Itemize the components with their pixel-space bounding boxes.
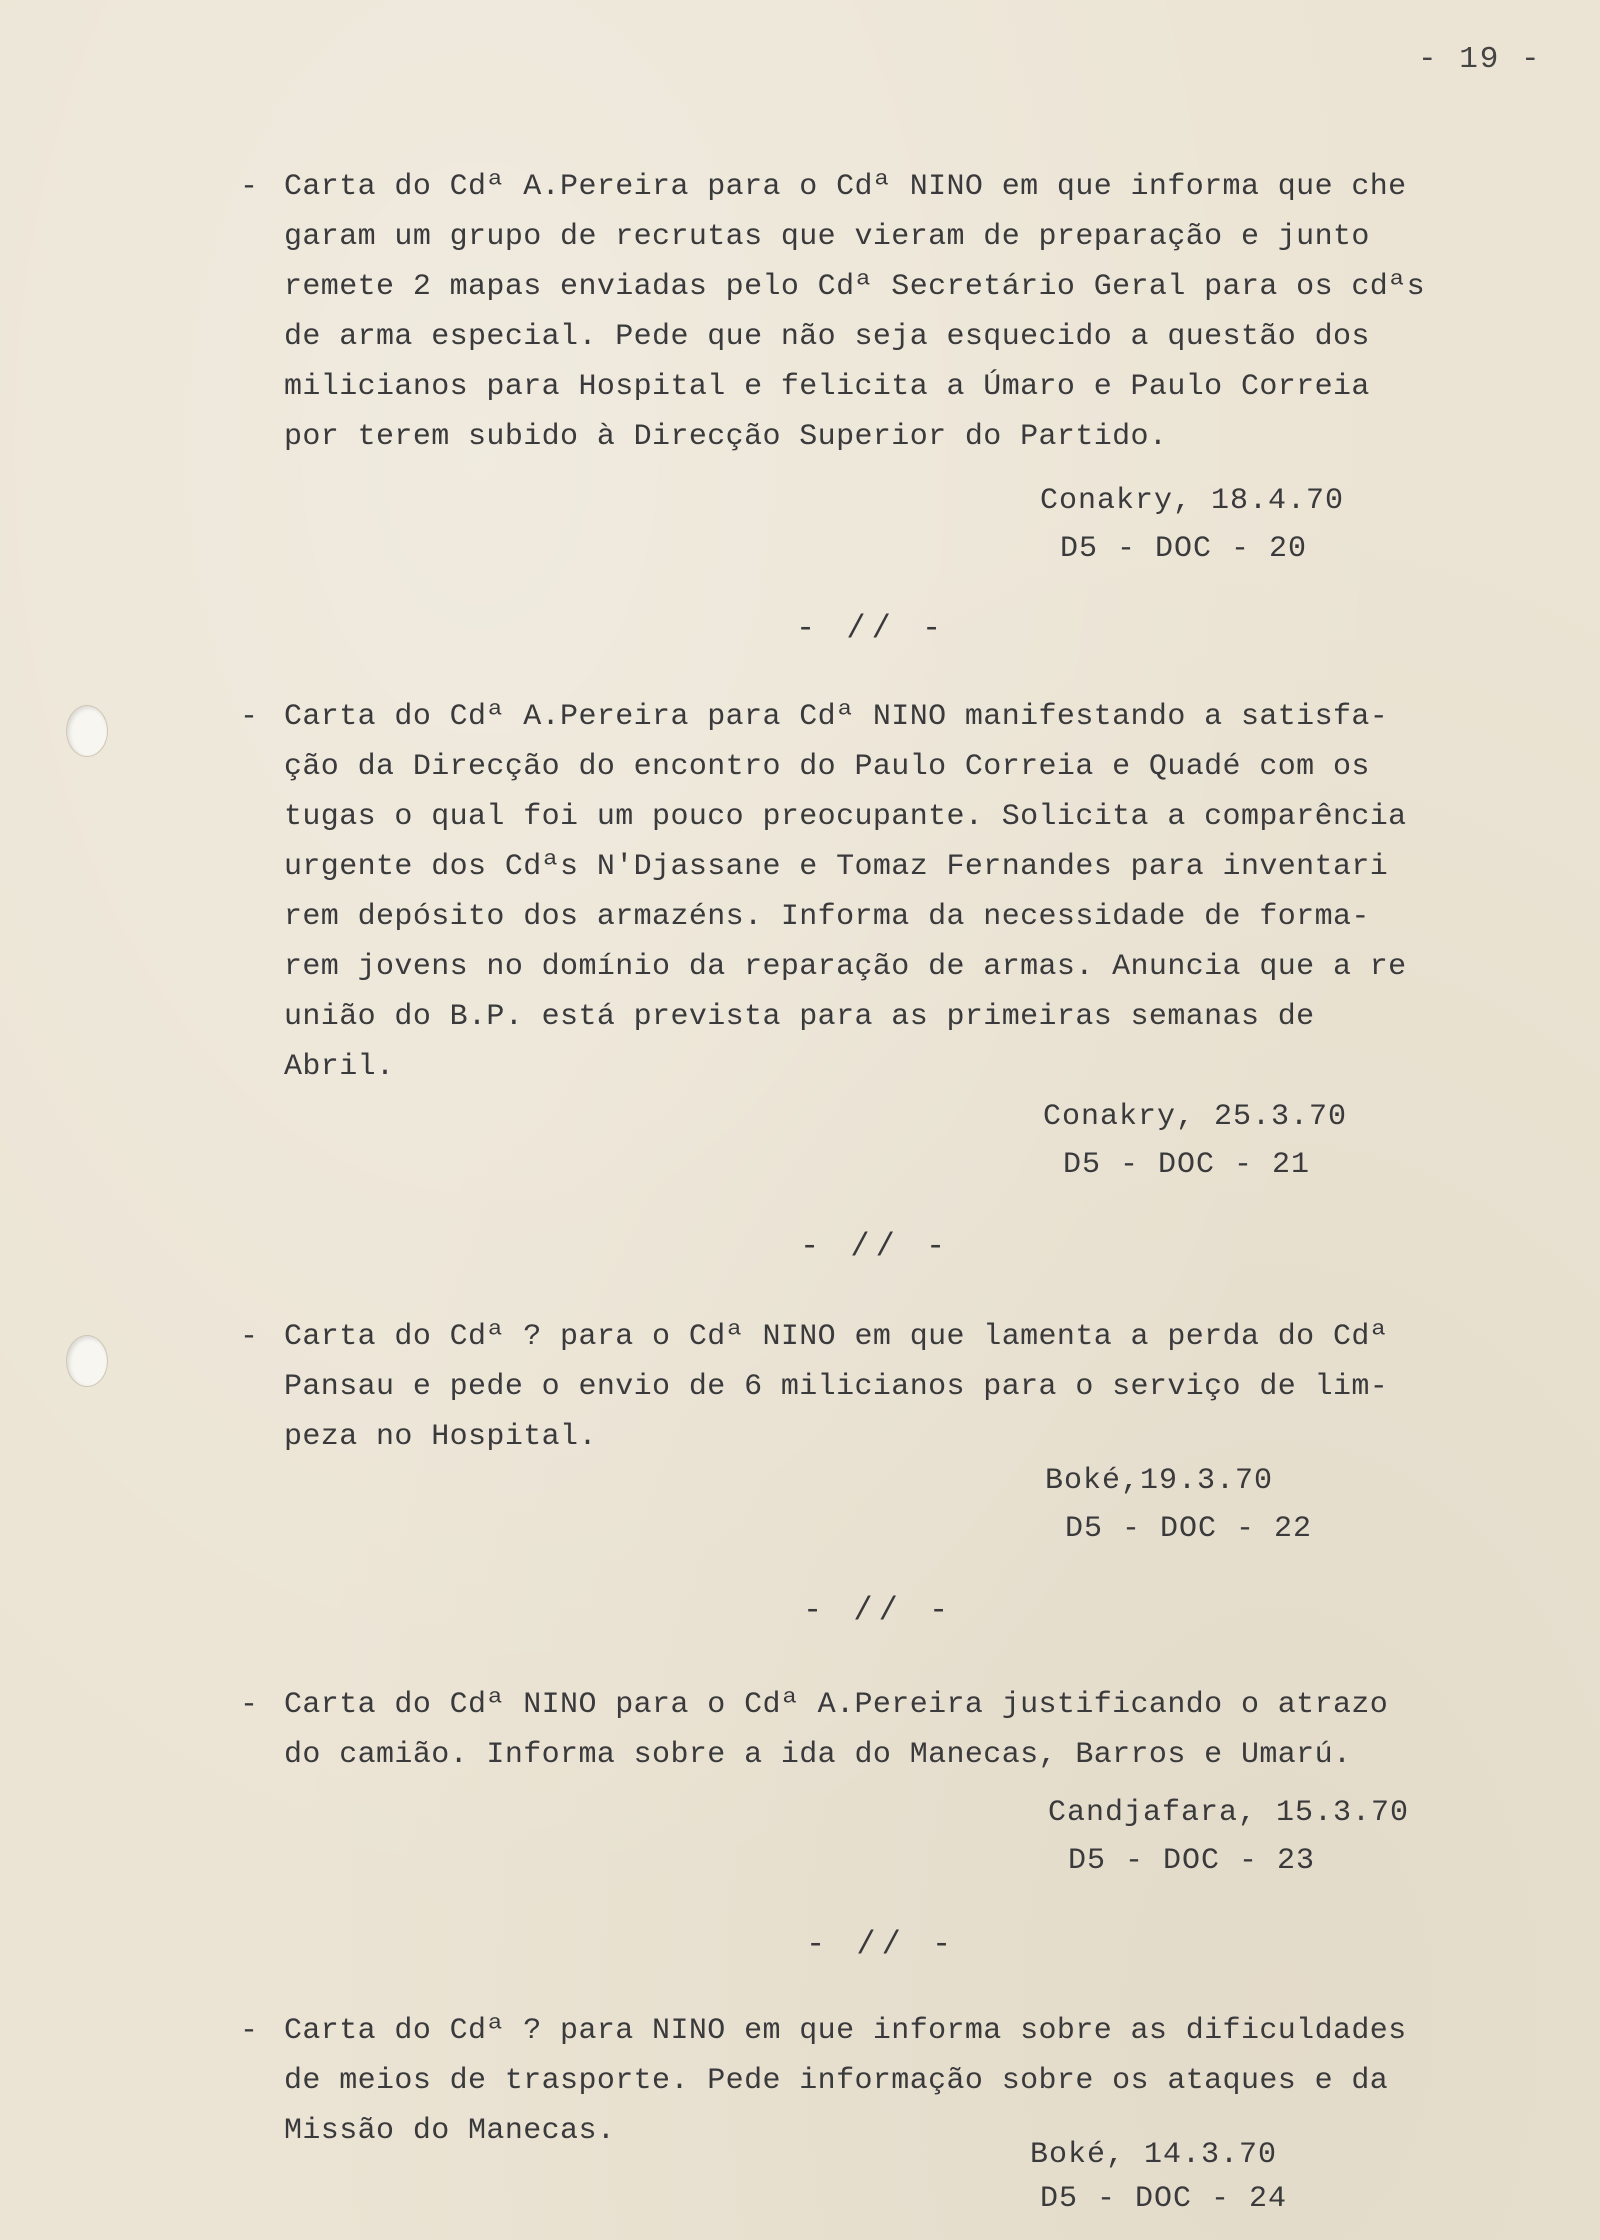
entry-doc-ref: D5 - DOC - 23 [1068,1844,1316,1878]
entry-description: Carta do Cdª NINO para o Cdª A.Pereira justificando o atrazo do camião. Informa sobre a ida do Manecas, Barros e Umarú. [284,1688,1389,1772]
entry-description: Carta do Cdª ? para o Cdª NINO em que lamenta a perda do Cdª Pansau e pede o envio de 6 milicianos para o serviço de lim- peza no Hospital. [284,1320,1389,1454]
entry-description: Carta do Cdª A.Pereira para Cdª NINO manifestando a satisfa- ção da Direcção do encontro do Paulo Correia e Quadé com os tugas o qual foi um pouco preocupante. Solicita a comparência urgente dos Cdªs N'Djassane e Tomaz Fernandes para inventari rem depósito dos armazéns. Informa da necessidade de forma- rem jovens no domínio da reparação de armas. Anuncia que a re união do B.P. está prevista para as primeiras semanas de Abril. [284,700,1407,1084]
entry-place-date: Boké,19.3.70 [1045,1464,1274,1498]
punch-hole-bottom [66,1335,108,1387]
document-entry-20 [240,162,1560,462]
punch-hole-top [66,705,108,757]
document-entry-21 [240,692,1560,1092]
entry-doc-ref: D5 - DOC - 22 [1065,1512,1313,1546]
entry-description: Carta do Cdª ? para NINO em que informa sobre as dificuldades de meios de trasporte. Pede informação sobre os ataques e da Missão do Manecas. [284,2014,1407,2148]
entry-separator: - // - [800,1228,952,1265]
document-entry-24 [240,2006,1560,2156]
entry-place-date: Candjafara, 15.3.70 [1048,1796,1410,1830]
entry-doc-ref: D5 - DOC - 21 [1063,1148,1311,1182]
entry-doc-ref: D5 - DOC - 20 [1060,532,1308,566]
entry-bullet: - [240,2014,259,2048]
entry-place-date: Conakry, 18.4.70 [1040,484,1345,518]
entry-bullet: - [240,170,259,204]
entry-place-date: Boké, 14.3.70 [1030,2138,1278,2172]
page-number: - 19 - [1418,42,1542,77]
entry-place-date: Conakry, 25.3.70 [1043,1100,1348,1134]
document-entry-23 [240,1680,1560,1780]
entry-separator: - // - [803,1592,955,1629]
entry-description: Carta do Cdª A.Pereira para o Cdª NINO em que informa que che garam um grupo de recrutas que vieram de preparação e junto remete 2 mapas enviadas pelo Cdª Secretário Geral para os cdªs de arma especial. Pede que não seja esquecido a questão dos milicianos para Hospital e felicita a Úmaro e Paulo Correia por terem subido à Direcção Superior do Partido. [284,170,1425,454]
entry-separator: - // - [796,610,948,647]
document-entry-22 [240,1312,1560,1462]
entry-separator: - // - [806,1926,958,1963]
entry-doc-ref: D5 - DOC - 24 [1040,2182,1288,2216]
entry-bullet: - [240,1320,259,1354]
entry-bullet: - [240,700,259,734]
entry-bullet: - [240,1688,259,1722]
